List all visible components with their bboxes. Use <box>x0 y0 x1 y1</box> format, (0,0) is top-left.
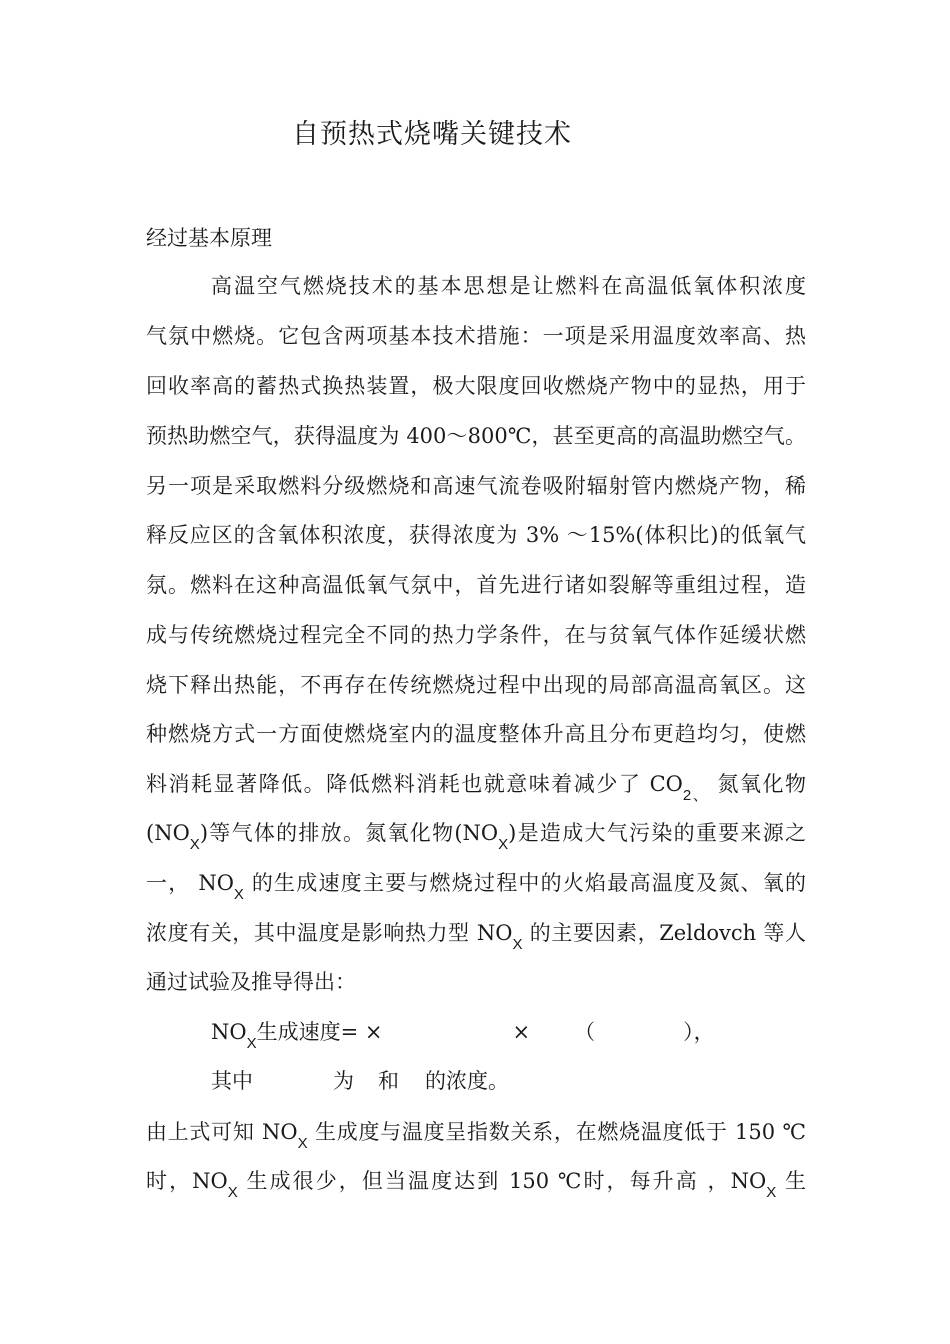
formula-nox-rate <box>211 1017 715 1052</box>
subscript: X <box>297 1135 308 1152</box>
text-line: 气氛中燃烧。它包含两项基本技术措施：一项是采用温度效率高、热 <box>146 324 806 348</box>
formula-label: 生成速度= × <box>256 1020 383 1044</box>
text-fragment: 的浓度。 <box>425 1069 509 1093</box>
subscript: X <box>189 836 200 853</box>
text-fragment: )等气体的排放。氮氧化物(NO <box>199 821 499 845</box>
subscript: X <box>246 1035 257 1052</box>
text-fragment: 生成很少，但当温度达到 150 ℃时，每升高 ，NO <box>237 1169 767 1193</box>
subscript: X <box>227 1184 238 1201</box>
text-line: 另一项是采取燃料分级燃烧和高速气流卷吸附辐射管内燃烧产物，稀 <box>146 474 806 498</box>
text-line: 种燃烧方式一方面使燃烧室内的温度整体升高且分布更趋均匀，使燃 <box>146 722 806 746</box>
text-fragment: 一， NO <box>146 871 234 895</box>
text-line: 释反应区的含氧体积浓度，获得浓度为 3% ～15%(体积比)的低氧气 <box>146 523 806 547</box>
text-line: 预热助燃空气，获得温度为 400～800℃，甚至更高的高温助燃空气。 <box>146 424 806 448</box>
text-fragment: 的生成速度主要与燃烧过程中的火焰最高温度及氮、氧的 <box>243 871 806 895</box>
section-heading: 经过基本原理 <box>146 226 272 250</box>
text-fragment: (NO <box>146 821 190 845</box>
text-fragment: 的主要因素，Zeldovch 等人 <box>522 921 807 945</box>
text-line: 高温空气燃烧技术的基本思想是让燃料在高温低氧体积浓度 <box>211 274 806 298</box>
subscript: 2、 <box>682 787 710 804</box>
subscript: X <box>233 886 244 903</box>
text-fragment: 生成度与温度呈指数关系，在燃烧温度低于 150 ℃ <box>307 1120 806 1144</box>
formula-prefix: NO <box>211 1020 247 1044</box>
document-title: 自预热式烧嘴关键技术 <box>292 119 572 150</box>
text-line <box>146 769 806 804</box>
text-line: 烧下释出热能，不再存在传统燃烧过程中出现的局部高温高氧区。这 <box>146 673 806 697</box>
formula-times: × <box>512 1020 531 1044</box>
text-fragment: 浓度有关，其中温度是影响热力型 NO <box>146 921 513 945</box>
text-fragment: 料消耗显著降低。降低燃料消耗也就意味着减少了 CO <box>146 772 683 796</box>
text-line: 成与传统燃烧过程完全不同的热力学条件，在与贫氧气体作延缓状燃 <box>146 623 806 647</box>
text-line: 通过试验及推导得出： <box>146 970 356 994</box>
text-line <box>146 1166 806 1201</box>
text-fragment: 和 <box>378 1069 399 1093</box>
text-fragment: 时，NO <box>146 1169 228 1193</box>
formula-paren-close: ）， <box>683 1020 715 1044</box>
text-line <box>146 1117 806 1152</box>
subscript: X <box>512 936 523 953</box>
text-fragment: 氮氧化物 <box>709 772 806 796</box>
text-fragment: 生 <box>776 1169 806 1193</box>
text-line <box>146 918 807 953</box>
subscript: X <box>766 1184 777 1201</box>
text-line: 回收率高的蓄热式换热装置，极大限度回收燃烧产物中的显热，用于 <box>146 374 806 398</box>
formula-explanation <box>211 1066 509 1096</box>
text-fragment: )是造成大气污染的重要来源之 <box>508 821 806 845</box>
text-fragment: 其中 <box>211 1069 253 1093</box>
text-line <box>146 868 806 903</box>
text-fragment: 由上式可知 NO <box>146 1120 298 1144</box>
text-line <box>146 818 806 853</box>
text-line: 氛。燃料在这种高温低氧气氛中，首先进行诸如裂解等重组过程，造 <box>146 573 806 597</box>
formula-paren-open: （ <box>574 1020 596 1044</box>
text-fragment: 为 <box>333 1069 354 1093</box>
subscript: X <box>498 836 509 853</box>
